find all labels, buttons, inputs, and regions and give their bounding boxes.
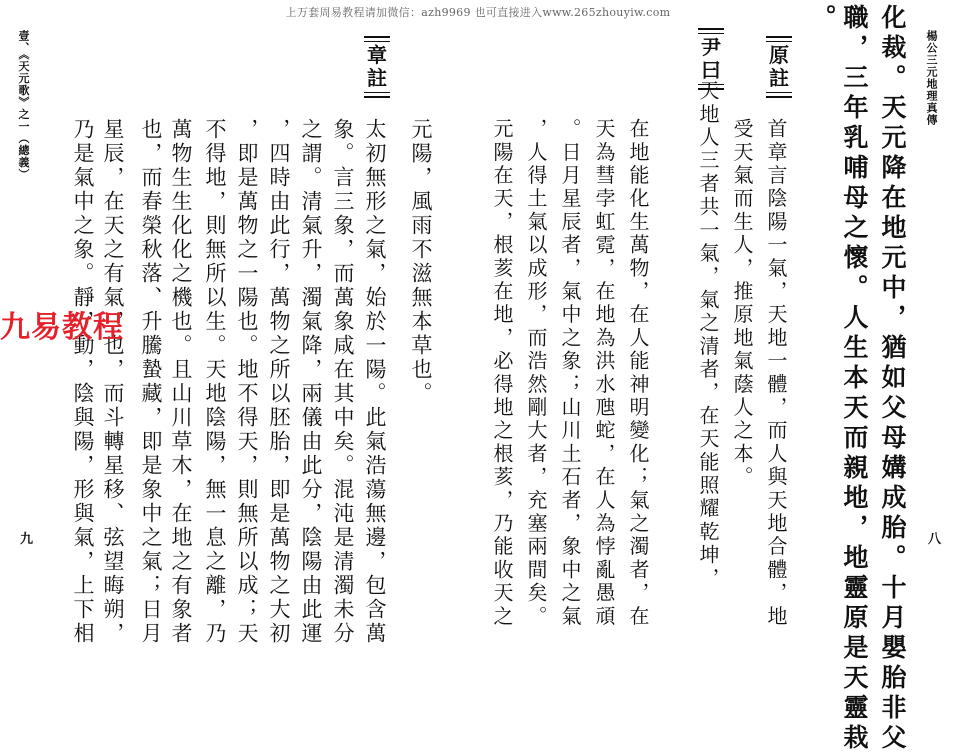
section-label-commentary-text (364, 41, 390, 93)
label-original-note (766, 36, 792, 98)
note-col-2: 受天氣而生人，推原地氣蔭人之本。 (730, 118, 754, 490)
left-col-2: 太初無形之氣，始於一陽。此氣浩蕩無邊，包含萬 (363, 118, 387, 646)
label-original-note-text: 原註 (769, 43, 789, 90)
label-yin-said-text: 尹曰 (701, 35, 721, 82)
right-page-number: 八 (928, 532, 942, 547)
yin-col-5: ，人得土氣以成形，而浩然剛大者，充塞兩間矣。 (524, 118, 548, 629)
label-original-note-inner (766, 41, 792, 93)
left-page (0, 0, 470, 646)
yin-col-6: 元陽在天，根荄在地，必得地之根荄，乃能收天之 (490, 118, 514, 629)
left-col-10: 星辰，在天之有氣，也，而斗轉星移、弦望晦朔， (101, 118, 125, 646)
left-col-9: 也，而春榮秋落、升騰蟄藏，即是象中之氣；日月 (139, 118, 163, 646)
label-yin-said (698, 28, 724, 90)
yin-col-3: 天為彗孛虹霓，在地為洪水虺蛇，在人為悖亂愚頑 (592, 118, 616, 629)
label-yin-said-inner (698, 33, 724, 85)
left-col-4: 之謂。清氣升，濁氣降，兩儀由此分，陰陽由此運 (299, 118, 323, 646)
right-running-header: 楊公三元地理真傳 (925, 30, 938, 126)
left-col-5: ，四時由此行，萬物之所以胚胎，即是萬物之大初 (267, 118, 291, 646)
left-col-6: ，即是萬物之一陽也。地不得天，則無所以成；天 (235, 118, 259, 646)
watermark-logo: 九易教程 (0, 310, 124, 345)
verse-col-2: 職，三年乳哺母之懷。人生本天而親地，地靈原是天靈栽 (840, 4, 869, 754)
left-col-8: 萬物生生化化之機也。且山川草木，在地之有象者 (169, 118, 193, 646)
left-running-header: 壹、《天元歌》之一（總義） (17, 30, 30, 181)
left-col-11: 乃是氣中之象。靜，動，陰與陽，形與氣，上下相 (71, 118, 95, 646)
left-page-number: 九 (20, 532, 34, 547)
section-label-commentary (364, 36, 390, 98)
yin-col-4: 。日月星辰者，氣中之象；山川土石者，象中之氣 (558, 118, 582, 629)
verse-col-3: 。 (808, 4, 837, 34)
top-banner: 上万套周易教程请加微信：azh9969 也可直接进入www.265zhouyiw.com (285, 6, 671, 19)
left-col-1: 元陽，風雨不滋無本草也。 (409, 118, 433, 406)
yin-col-1: 天地人三者共一氣，氣之清者，在天能照耀乾坤， (696, 80, 720, 591)
yin-col-2: 在地能化生萬物，在人能神明變化；氣之濁者，在 (626, 118, 650, 629)
left-col-3: 象。言三象，而萬象咸在其中矣。混沌是清濁未分 (331, 118, 355, 646)
section-label-commentary-chars: 章註 (367, 43, 387, 90)
verse-col-1: 化裁。天元降在地元中，猶如父母媾成胎。十月嬰胎非父 (878, 4, 907, 754)
right-page (470, 0, 956, 754)
left-col-7: 不得地，則無所以生。天地陰陽，無一息之離，乃 (203, 118, 227, 646)
note-col-1: 首章言陰陽一氣，天地一體，而人與天地合體，地 (764, 118, 788, 629)
